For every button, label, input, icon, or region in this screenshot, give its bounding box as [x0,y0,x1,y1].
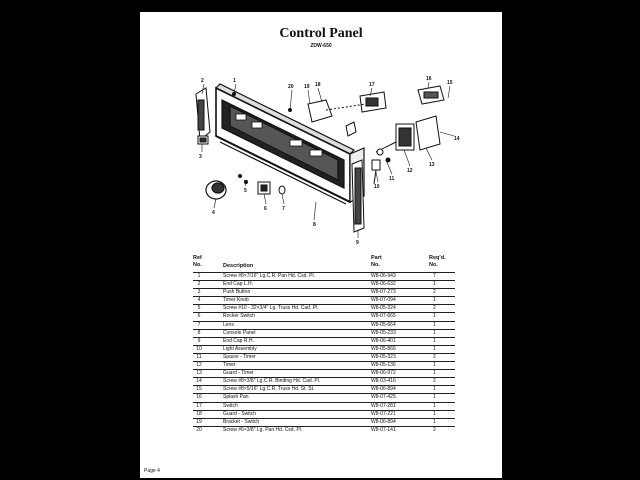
quantity-cell: 1 [433,329,436,336]
quantity-cell: 7 [433,273,436,279]
description-cell: Screw #8×3/8" Lg.C.R. Binding Hd. Cad. Pl. [223,378,321,385]
table-row [193,426,455,434]
splash-pan-drawing [418,86,444,104]
ref-cell: 13 [196,370,202,377]
part-number-cell: W8-07-141 [371,426,396,433]
model-number: ZDW-650 [310,43,332,49]
parts-table-body [193,272,455,434]
ref-cell: 11 [196,353,202,360]
page-title: Control Panel [279,26,363,41]
callout-4: 4 [212,210,215,216]
part-number-cell: W8-07-273 [371,289,396,296]
part-number-cell: W8-03-416 [371,378,396,385]
part-number-cell: W8-07-281 [371,402,396,409]
description-cell: End Cap R.H. [223,337,254,344]
table-row [193,272,455,280]
description-cell: Console Panel [223,329,256,336]
description-cell: Push Button [223,289,251,296]
ref-cell: 18 [196,410,202,417]
ref-cell: 19 [196,418,202,425]
quantity-cell: 2 [433,378,436,385]
table-row [193,296,455,304]
callout-17: 17 [369,82,375,88]
description-cell: Bracket - Switch [223,418,260,425]
callout-1: 1 [233,78,236,84]
ref-cell: 15 [196,386,202,393]
table-row [193,402,455,410]
part-number-cell: W8-06-894 [371,418,396,425]
ref-cell: 16 [196,394,202,401]
description-cell: End Cap L.H. [223,281,254,288]
table-row [193,353,455,361]
ref-cell: 4 [197,297,201,304]
ref-cell: 17 [196,402,202,409]
table-row [193,377,455,385]
callout-7: 7 [282,206,285,212]
rocker-switch-drawing [258,182,270,194]
table-row [193,393,455,401]
quantity-cell: 1 [433,394,436,401]
quantity-cell: 1 [433,281,436,288]
timer-drawing [376,116,440,162]
table-row [193,321,455,329]
callout-14: 14 [454,136,460,142]
header-part: Part [371,255,382,261]
push-button-drawing [198,136,208,144]
header-reqd-no: No. [429,262,438,268]
part-number-cell: W8-07-425 [371,394,396,401]
part-number-cell: W8-05-664 [371,321,396,328]
table-row [193,288,455,296]
table-row [193,304,455,312]
description-cell: Light Assembly [223,345,257,352]
description-cell: Timer [223,362,236,369]
part-number-cell: W8-06-401 [371,337,396,344]
quantity-cell: 1 [433,321,436,328]
callout-3: 3 [199,154,202,160]
description-cell: Splash Pan [223,394,249,401]
quantity-cell: 1 [433,297,436,304]
table-row [193,369,455,377]
part-number-cell: W8-06-632 [371,281,396,288]
table-row [193,337,455,345]
callout-2: 2 [201,78,204,84]
description-cell: Screw #8×7/16" Lg.C.R. Pan Hd. Csd. Pl. [223,273,315,279]
table-row [193,385,455,393]
ref-cell: 12 [196,362,202,369]
quantity-cell: 1 [433,345,436,352]
table-row [193,312,455,320]
end-cap-left-drawing [196,88,210,140]
callout-18: 18 [315,82,321,88]
callout-9: 9 [356,240,359,246]
ref-cell: 3 [197,289,201,296]
table-row [193,410,455,418]
end-cap-right-drawing [352,160,364,232]
ref-cell: 5 [197,305,201,312]
quantity-cell: 1 [433,386,436,393]
lens-drawing [279,186,285,194]
description-cell: Spacer - Timer [223,353,256,360]
part-number-cell: W8-05-136 [371,362,396,369]
quantity-cell: 2 [433,353,436,360]
ref-cell: 6 [197,313,201,320]
callout-11: 11 [389,176,395,182]
description-cell: Rocker Switch [223,313,255,320]
description-cell: Screw #10 - 32×3/4" Lg. Truss Hd. Cad. Pl. [223,305,319,312]
quantity-cell: 1 [433,362,436,369]
description-cell: Screw #6×3/8" Lg. Pan Hd. Csd. Pl. [223,426,303,433]
table-row [193,361,455,369]
callout-10: 10 [374,184,380,190]
header-description: Description [223,263,254,269]
callout-19: 19 [304,84,310,90]
callout-13: 13 [429,162,435,168]
header-part-no: No. [371,262,380,268]
ref-cell: 1 [197,273,201,279]
part-number-cell: W8-07-665 [371,313,396,320]
quantity-cell: 2 [433,305,436,312]
timer-knob-drawing [206,181,226,199]
part-number-cell: W8-05-866 [371,345,396,352]
part-number-cell: W8-05-323 [371,353,396,360]
ref-cell: 10 [196,345,202,352]
description-cell: Switch [223,402,238,409]
callout-20: 20 [288,84,294,90]
description-cell: Lens [223,321,234,328]
callout-8: 8 [313,222,316,228]
header-ref: Ref [193,255,202,261]
parts-page [140,12,502,478]
exploded-diagram [140,52,502,252]
quantity-cell: 1 [433,410,436,417]
ref-cell: 2 [197,281,201,288]
callout-16: 16 [426,76,432,82]
part-number-cell: W8-06-943 [371,273,396,279]
table-row [193,280,455,288]
quantity-cell: 1 [433,313,436,320]
ref-cell: 14 [196,378,202,385]
table-row [193,345,455,353]
part-number-cell: W8-05-233 [371,329,396,336]
table-row [193,418,455,426]
quantity-cell: 1 [433,370,436,377]
ref-cell: 9 [197,337,201,344]
description-cell: Guard - Switch [223,410,257,417]
part-number-cell: W8-05-324 [371,305,396,312]
callout-5: 5 [244,188,247,194]
quantity-cell: 1 [433,418,436,425]
quantity-cell: 2 [433,426,436,433]
part-number-cell: W8-06-972 [371,370,396,377]
part-number-cell: W8-07-221 [371,410,396,417]
header-reqd: Req'd. [429,255,446,261]
header-ref-no: No. [193,262,202,268]
switch-bracket-drawing [308,92,386,136]
description-cell: Guard - Timer [223,370,254,377]
description-cell: Timer Knob [223,297,249,304]
callout-6: 6 [264,206,267,212]
quantity-cell: 1 [433,337,436,344]
callout-15: 15 [447,80,453,86]
part-number-cell: W8-06-894 [371,386,396,393]
callout-12: 12 [407,168,413,174]
parts-table-header [193,255,455,272]
ref-cell: 7 [197,321,201,328]
part-number-cell: W8-07-094 [371,297,396,304]
parts-table [193,255,455,434]
ref-cell: 8 [197,329,201,336]
quantity-cell: 2 [433,289,436,296]
description-cell: Screw #8×5/16" Lg.C.R. Truss Hd. St. St. [223,386,315,393]
quantity-cell: 1 [433,402,436,409]
page-footer: Page 4 [144,468,160,474]
console-panel-drawing [216,84,364,204]
ref-cell: 20 [196,426,202,433]
table-row [193,329,455,337]
